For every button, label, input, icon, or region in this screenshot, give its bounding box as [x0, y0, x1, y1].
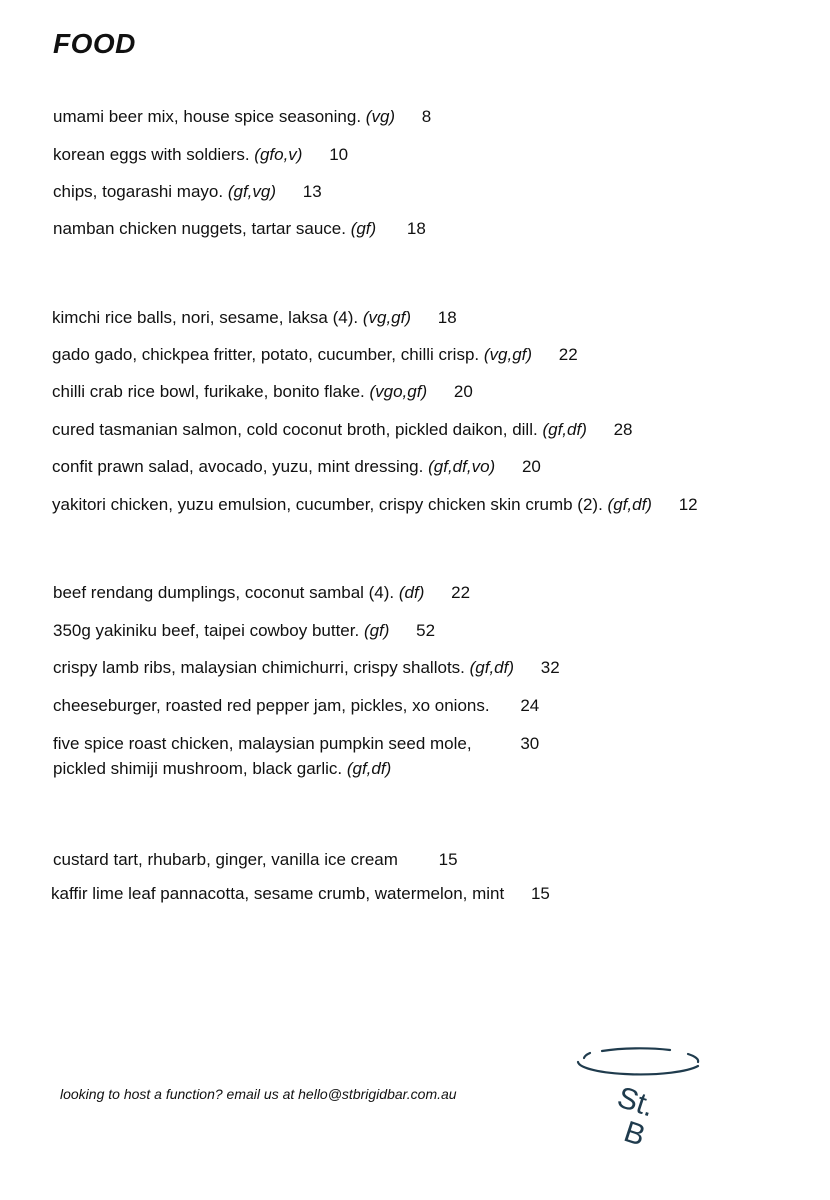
- menu-item: [53, 657, 560, 679]
- item-name: gado gado, chickpea fritter, potato, cucumber, chilli crisp.: [52, 345, 480, 364]
- menu-item: [53, 218, 426, 240]
- menu-item: [52, 307, 457, 329]
- item-dietary-tags: (gf,df): [469, 658, 515, 677]
- item-price: 15: [530, 884, 550, 903]
- item-dietary-tags: (vgo,gf): [369, 382, 428, 401]
- item-name: chilli crab rice bowl, furikake, bonito flake.: [52, 382, 365, 401]
- item-price: 22: [451, 583, 471, 602]
- item-price: 15: [438, 850, 458, 869]
- item-price: 52: [416, 621, 436, 640]
- item-dietary-tags: (gf,df,vo): [428, 457, 496, 476]
- menu-item: [53, 849, 458, 871]
- item-price: 20: [453, 382, 473, 401]
- menu-item: [53, 144, 348, 166]
- item-price: 22: [558, 345, 578, 364]
- item-price: 20: [521, 457, 541, 476]
- item-name: namban chicken nuggets, tartar sauce.: [53, 219, 346, 238]
- item-dietary-tags: (vg,gf): [483, 345, 533, 364]
- item-dietary-tags: (gf,df): [607, 495, 652, 514]
- item-name: beef rendang dumplings, coconut sambal (4).: [53, 583, 395, 602]
- item-price: 13: [302, 182, 322, 201]
- item-price: 18: [406, 219, 426, 238]
- item-name: cheeseburger, roasted red pepper jam, pickles, xo onions.: [53, 696, 490, 715]
- item-name: chips, togarashi mayo.: [53, 182, 224, 201]
- item-name: kimchi rice balls, nori, sesame, laksa (4).: [52, 308, 359, 327]
- item-dietary-tags: (gf): [363, 621, 390, 640]
- item-price: 12: [678, 495, 698, 514]
- item-name: confit prawn salad, avocado, yuzu, mint dressing.: [52, 457, 424, 476]
- item-dietary-tags: (gf,df): [346, 759, 392, 778]
- item-price: 30: [520, 734, 540, 753]
- item-price: 24: [520, 696, 540, 715]
- item-price: 8: [421, 107, 432, 126]
- item-price: 32: [540, 658, 560, 677]
- footer-contact-note: looking to host a function? email us at hello@stbrigidbar.com.au: [60, 1086, 457, 1102]
- item-dietary-tags: (gf,vg): [227, 182, 277, 201]
- svg-text:B: B: [619, 1115, 650, 1153]
- item-dietary-tags: (gf,df): [542, 420, 587, 439]
- item-name: crispy lamb ribs, malaysian chimichurri, crispy shallots.: [53, 658, 465, 677]
- menu-item: [52, 419, 633, 441]
- item-dietary-tags: (gfo,v): [254, 145, 303, 164]
- item-name: custard tart, rhubarb, ginger, vanilla ice cream: [53, 850, 398, 869]
- item-price: 28: [613, 420, 633, 439]
- menu-item: [53, 106, 431, 128]
- item-name: five spice roast chicken, malaysian pumpkin seed mole,: [53, 734, 472, 753]
- menu-item: [53, 695, 539, 717]
- menu-item: [52, 344, 578, 366]
- menu-item: [52, 494, 698, 516]
- item-dietary-tags: (vg): [365, 107, 396, 126]
- menu-item-continuation: [53, 758, 391, 780]
- item-name: pickled shimiji mushroom, black garlic.: [53, 759, 343, 778]
- menu-item: [52, 381, 473, 403]
- menu-item: [53, 733, 539, 755]
- item-dietary-tags: (gf): [350, 219, 377, 238]
- menu-item: [51, 883, 550, 905]
- menu-item: [52, 456, 541, 478]
- menu-item: [53, 582, 470, 604]
- item-dietary-tags: (df): [398, 583, 425, 602]
- item-price: 10: [329, 145, 349, 164]
- item-name: kaffir lime leaf pannacotta, sesame crumb, watermelon, mint: [51, 884, 505, 903]
- menu-item: [53, 181, 322, 203]
- item-name: korean eggs with soldiers.: [53, 145, 250, 164]
- item-dietary-tags: (vg,gf): [362, 308, 412, 327]
- item-price: 18: [437, 308, 457, 327]
- item-name: yakitori chicken, yuzu emulsion, cucumber, crispy chicken skin crumb (2).: [52, 495, 603, 514]
- svg-text:St.: St.: [613, 1080, 659, 1124]
- item-name: umami beer mix, house spice seasoning.: [53, 107, 362, 126]
- menu-title: FOOD: [53, 28, 136, 59]
- item-name: cured tasmanian salmon, cold coconut broth, pickled daikon, dill.: [52, 420, 538, 439]
- menu-item: [53, 620, 435, 642]
- st-brigid-logo: [570, 1040, 710, 1160]
- item-name: 350g yakiniku beef, taipei cowboy butter.: [53, 621, 360, 640]
